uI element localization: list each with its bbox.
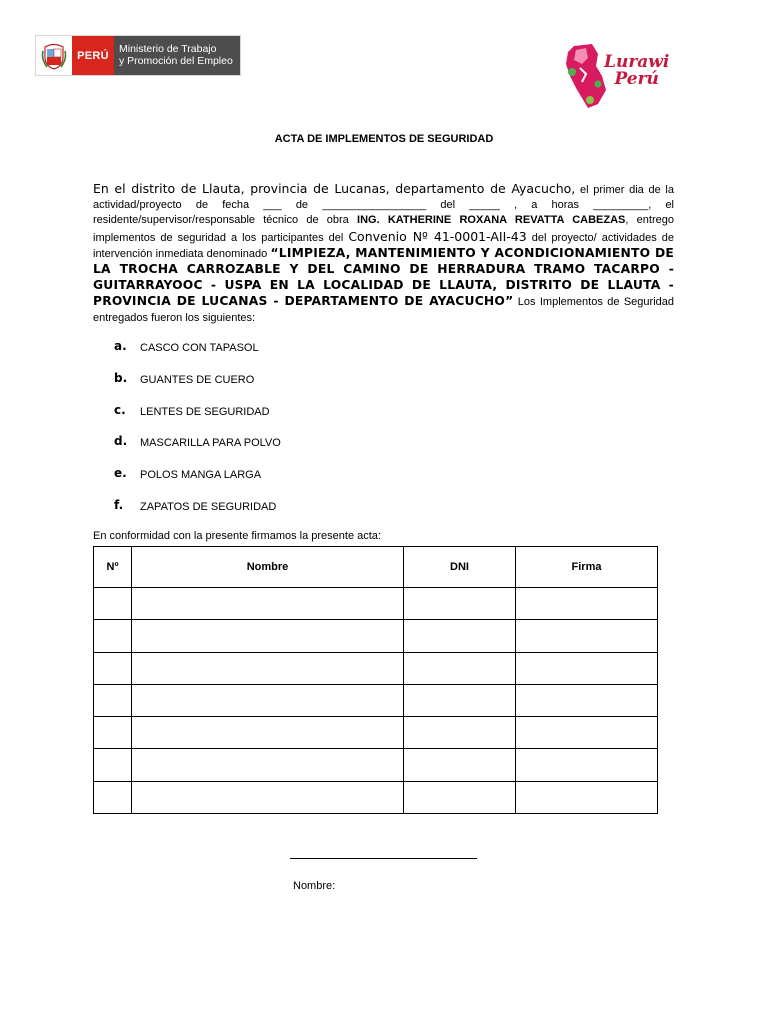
list-item-label: GUANTES DE CUERO [140,373,255,386]
cell-dni[interactable] [404,717,516,749]
table-row [94,652,658,684]
cell-name[interactable] [132,749,404,781]
cell-dni[interactable] [404,684,516,716]
coat-of-arms-icon [36,36,72,75]
list-marker: d. [114,434,128,449]
cell-number[interactable] [94,749,132,781]
cell-number[interactable] [94,588,132,620]
safety-items-list [114,339,514,530]
para-agreement-number: Convenio Nº 41-0001-AII-43 [348,228,527,244]
cell-signature[interactable] [516,781,658,813]
cell-signature[interactable] [516,620,658,652]
header-dni: DNI [404,547,516,588]
cell-dni[interactable] [404,781,516,813]
cell-signature[interactable] [516,717,658,749]
cell-dni[interactable] [404,620,516,652]
cell-number[interactable] [94,781,132,813]
cell-number[interactable] [94,620,132,652]
cell-name[interactable] [132,684,404,716]
list-item-label: POLOS MANGA LARGA [140,469,262,482]
table-row [94,588,658,620]
list-item-label: CASCO CON TAPASOL [140,342,259,354]
para-date-text: el primer dia de la actividad/proyecto de fecha ___ de _________________ del _____ , a horas _________, el residente/supervisor/responsable técnico de obra [93,184,674,227]
para-location: En el distrito de Llauta, provincia de Lucanas, departamento de Ayacucho, [93,181,576,196]
list-item [114,466,514,498]
para-list-intro: Los Implementos de Seguridad entregados fueron los siguientes: [93,296,674,324]
list-item [114,434,514,466]
list-item-label: MASCARILLA PARA POLVO [140,437,281,450]
table-header-row [94,547,658,588]
list-marker: f. [114,497,124,512]
cell-dni[interactable] [404,749,516,781]
signature-line [290,858,477,859]
list-item [114,498,514,530]
list-marker: e. [114,466,127,481]
list-item [114,371,514,403]
cell-signature[interactable] [516,652,658,684]
para-project-intro: del proyecto/ actividades de intervención inmediata denominado [93,231,675,260]
cell-name[interactable] [132,781,404,813]
table-row [94,620,658,652]
para-engineer-name: ING. KATHERINE ROXANA REVATTA CABEZAS [357,214,626,227]
header-name: Nombre [132,547,404,588]
conformity-text: En conformidad con la presente firmamos la presente acta: [93,530,381,542]
cell-name[interactable] [132,620,404,652]
brand-line2: Perú [614,69,659,89]
cell-dni[interactable] [404,652,516,684]
cell-name[interactable] [132,652,404,684]
ministry-name-line1: Ministerio de Trabajo [119,43,217,55]
brand-line1: Lurawi [604,52,670,72]
cell-number[interactable] [94,652,132,684]
header-signature: Firma [516,547,658,588]
list-marker: b. [114,370,128,385]
peru-label: PERÚ [72,36,114,75]
ministry-name-line2: y Promoción del Empleo [119,55,233,67]
cell-name[interactable] [132,717,404,749]
cell-name[interactable] [132,588,404,620]
document-title: ACTA DE IMPLEMENTOS DE SEGURIDAD [274,133,494,145]
table-row [94,717,658,749]
cell-number[interactable] [94,717,132,749]
header-number: Nº [94,547,132,588]
cell-number[interactable] [94,684,132,716]
table-row [94,684,658,716]
signature-table [93,546,658,814]
list-item-label: LENTES DE SEGURIDAD [140,405,270,418]
list-item-label: ZAPATOS DE SEGURIDAD [140,500,277,513]
cell-signature[interactable] [516,588,658,620]
cell-signature[interactable] [516,684,658,716]
para-delivery-text: , entrego implementos de seguridad a los participantes del [93,214,674,244]
cell-dni[interactable] [404,588,516,620]
lurawi-logo [562,42,672,110]
signature-name-label: Nombre: [293,880,336,892]
list-marker: c. [114,402,126,417]
ministry-logo [35,35,241,76]
body-paragraph [93,181,674,326]
para-project-name: “LIMPIEZA, MANTENIMIENTO Y ACONDICIONAMIENTO DE LA TROCHA CARROZABLE Y DEL CAMINO DE HERRADURA TRAMO TACARPO - GUITARRAYOOC - USPA EN LA LOCALIDAD DE LLAUTA, DISTRITO DE LLAUTA - PROVINCIA DE LUCANAS - DEPARTAMENTO DE AYACUCHO” [93,245,674,309]
ministry-name [114,36,240,75]
list-item [114,339,514,371]
table-row [94,781,658,813]
cell-signature[interactable] [516,749,658,781]
lurawi-brand-text [604,54,669,88]
list-item [114,403,514,435]
list-marker: a. [114,339,127,353]
table-row [94,749,658,781]
